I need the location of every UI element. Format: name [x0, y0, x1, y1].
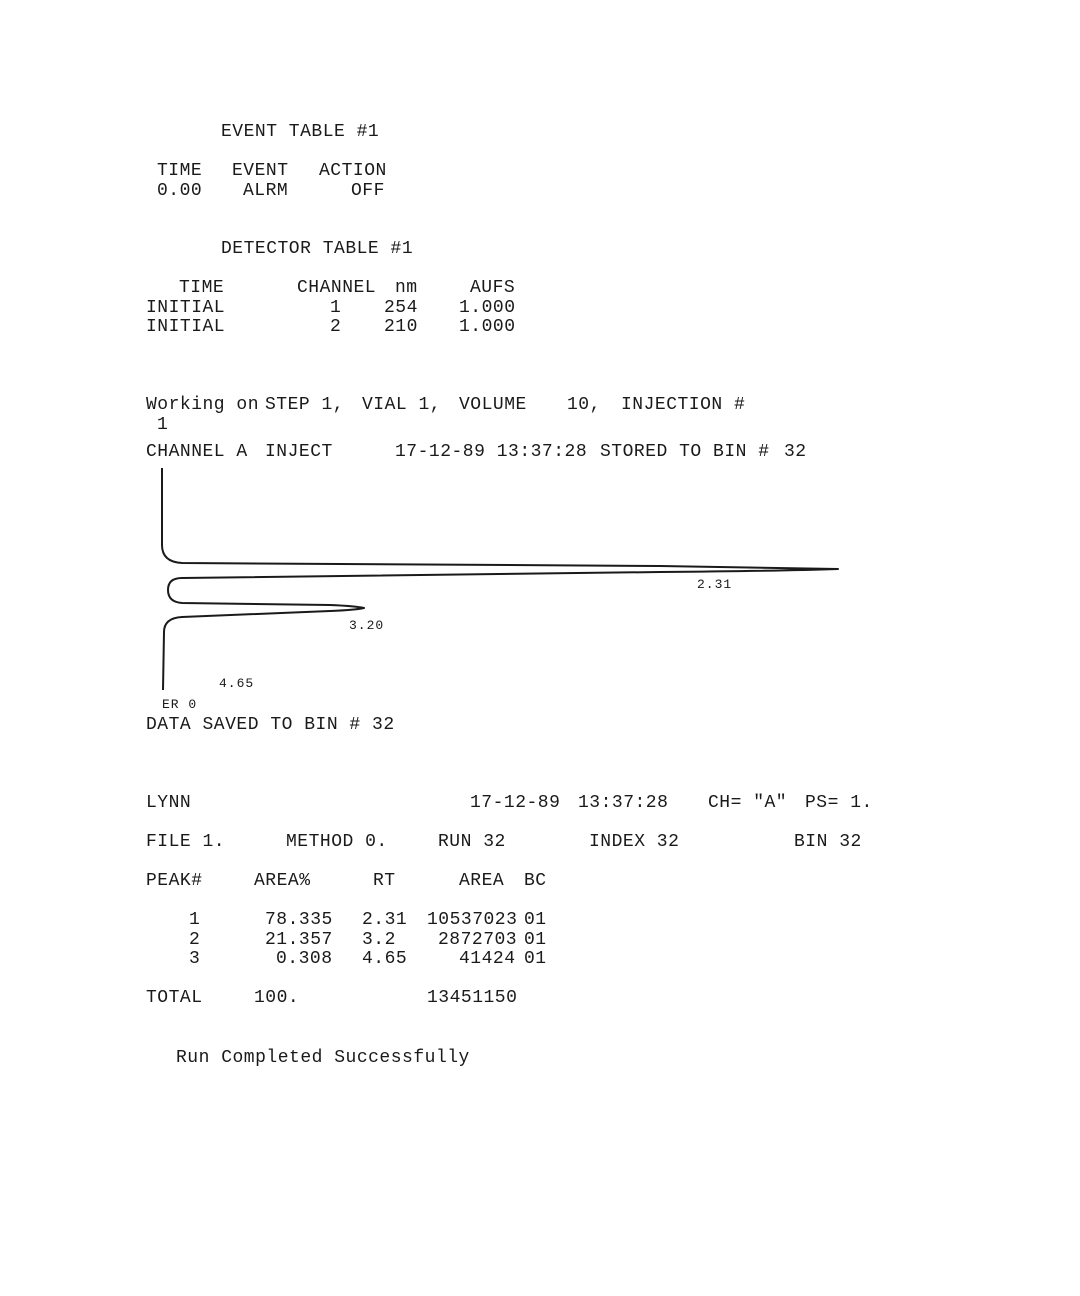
report-run: RUN 32: [438, 832, 506, 852]
report-time: 13:37:28: [578, 793, 669, 813]
peak-2-rt: 3.2: [362, 930, 396, 950]
event-row-event: ALRM: [243, 181, 289, 201]
detector-row-2-nm: 210: [384, 317, 418, 337]
data-saved-line: DATA SAVED TO BIN # 32: [146, 715, 395, 735]
detector-row-1-channel: 1: [330, 298, 342, 318]
report-index: INDEX 32: [589, 832, 680, 852]
peak-1-number: 1: [189, 910, 201, 930]
event-row-action: OFF: [351, 181, 385, 201]
peak-3-area: 41424: [459, 949, 516, 969]
status-volume: 10,: [567, 395, 601, 415]
report-ch: CH= "A": [708, 793, 788, 813]
report-bin: BIN 32: [794, 832, 862, 852]
event-col-action: ACTION: [319, 161, 387, 181]
status-step: STEP 1,: [265, 395, 345, 415]
end-label: ER 0: [162, 697, 198, 712]
detector-col-channel: CHANNEL: [297, 278, 377, 298]
total-area-pct: 100.: [254, 988, 300, 1008]
peak-3-bc: 01: [524, 949, 547, 969]
report-operator: LYNN: [146, 793, 192, 813]
peak-2-number: 2: [189, 930, 201, 950]
peak-col-number: PEAK#: [146, 871, 203, 891]
detector-table-title: DETECTOR TABLE #1: [221, 239, 414, 259]
detector-row-1-aufs: 1.000: [459, 298, 516, 318]
status-vial: VIAL 1,: [362, 395, 442, 415]
report-date: 17-12-89: [470, 793, 561, 813]
inject-bin: 32: [784, 442, 807, 462]
trace-line: [162, 468, 838, 690]
detector-col-aufs: AUFS: [470, 278, 516, 298]
event-table-title: EVENT TABLE #1: [221, 122, 380, 142]
detector-row-2-aufs: 1.000: [459, 317, 516, 337]
detector-row-2-channel: 2: [330, 317, 342, 337]
total-label: TOTAL: [146, 988, 203, 1008]
peak-1-area: 10537023: [427, 910, 518, 930]
total-area: 13451150: [427, 988, 518, 1008]
detector-row-1-nm: 254: [384, 298, 418, 318]
report-method: METHOD 0.: [286, 832, 388, 852]
status-injection-number: 1: [157, 415, 169, 435]
inject-label: INJECT: [265, 442, 333, 462]
detector-col-nm: nm: [395, 278, 418, 298]
peak-label-2: 3.20: [349, 618, 385, 633]
report-ps: PS= 1.: [805, 793, 873, 813]
peak-col-area: AREA: [459, 871, 505, 891]
inject-channel: CHANNEL A: [146, 442, 248, 462]
inject-stored-label: STORED TO BIN #: [600, 442, 770, 462]
peak-3-area-pct: 0.308: [276, 949, 333, 969]
peak-3-number: 3: [189, 949, 201, 969]
peak-3-rt: 4.65: [362, 949, 408, 969]
peak-col-rt: RT: [373, 871, 396, 891]
detector-row-1-time: INITIAL: [146, 298, 226, 318]
peak-1-rt: 2.31: [362, 910, 408, 930]
event-col-event: EVENT: [232, 161, 289, 181]
peak-1-bc: 01: [524, 910, 547, 930]
event-col-time: TIME: [157, 161, 203, 181]
status-injection-label: INJECTION #: [621, 395, 746, 415]
event-row-time: 0.00: [157, 181, 203, 201]
peak-2-area-pct: 21.357: [265, 930, 333, 950]
status-working: Working on: [146, 395, 260, 415]
peak-2-bc: 01: [524, 930, 547, 950]
peak-1-area-pct: 78.335: [265, 910, 333, 930]
peak-label-1: 2.31: [697, 577, 733, 592]
run-completed-message: Run Completed Successfully: [176, 1048, 470, 1068]
peak-col-area-pct: AREA%: [254, 871, 311, 891]
detector-row-2-time: INITIAL: [146, 317, 226, 337]
report-file: FILE 1.: [146, 832, 226, 852]
inject-datetime: 17-12-89 13:37:28: [395, 442, 588, 462]
peak-2-area: 2872703: [438, 930, 518, 950]
peak-col-bc: BC: [524, 871, 547, 891]
status-volume-label: VOLUME: [459, 395, 527, 415]
detector-col-time: TIME: [179, 278, 225, 298]
peak-label-3: 4.65: [219, 676, 255, 691]
